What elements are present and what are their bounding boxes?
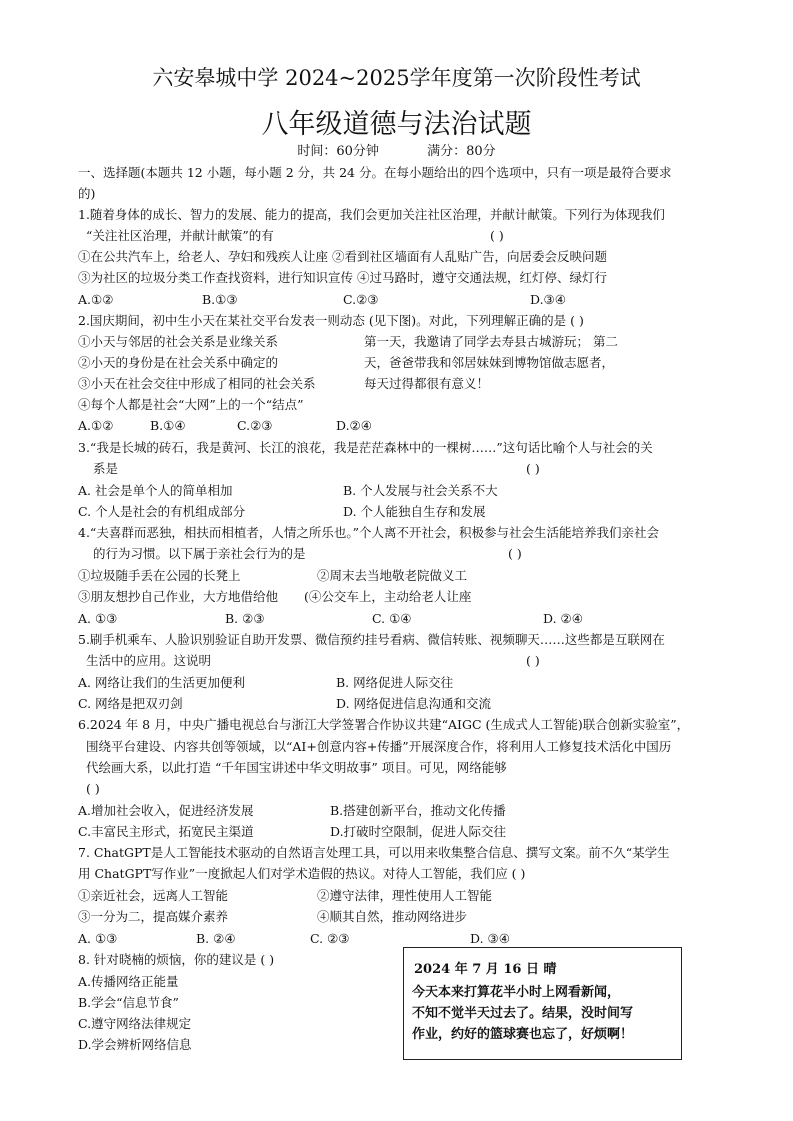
q5-option-c: C. 网络是把双刃剑 [78,696,183,711]
exam-time: 时间：60分钟 [297,144,379,159]
q4-option-d: D. ②④ [543,611,583,626]
q4-stem-line2: 的行为习惯。以下属于亲社会行为的是 [93,546,306,561]
q1-option-c: C.②③ [343,292,379,307]
q4-stem-line1: 4.“夫喜群而恶独，相扶而相植者，人情之所乐也。”个人离不开社会，积极参与社会生活能培养我们亲社会 [78,525,659,540]
exam-subject-title: 八年级道德与法治试题 [261,109,532,140]
q1-option-b: B.①③ [202,292,238,307]
section-heading-line1: 一、选择题(本题共 12 小题，每小题 2 分，共 24 分。在每小题给出的四个选项中，只有一项是最符合要求 [78,165,672,180]
q2-statement-2: ②小天的身份是在社会关系中确定的 [78,355,279,370]
diary-line3: 作业，约好的篮球赛也忘了，好烦啊！ [412,1027,634,1042]
exam-school-title: 六安皋城中学 2024~2025学年度第一次阶段性考试 [152,66,641,90]
q6-option-a: A.增加社会收入，促进经济发展 [78,803,254,818]
q3-option-d: D. 个人能独自生存和发展 [343,504,486,519]
exam-meta [0,140,793,159]
q5-option-b: B. 网络促进人际交往 [336,675,454,690]
q3-stem-line1: 3.“我是长城的砖石，我是黄河、长江的浪花，我是茫茫森林中的一棵树……”这句话比喻个人与社会的关 [78,440,653,455]
q1-option-a: A.①② [78,292,114,307]
q3-option-c: C. 个人是社会的有机组成部分 [78,504,246,519]
q1-statement-line2: ③为社区的垃圾分类工作查找资料，进行知识宣传 ④过马路时，遵守交通法规，红灯停、绿灯行 [78,270,607,285]
q2-option-b: B.①④ [150,418,186,433]
q5-option-a: A. 网络让我们的生活更加便利 [78,675,245,690]
q3-answer-blank: ( ) [526,461,540,476]
q7-statement-1: ①亲近社会，远离人工智能 [78,888,229,903]
q1-answer-blank: ( ) [490,228,504,243]
q7-statement-2: ②遵守法律，理性使用人工智能 [317,888,493,903]
q8-option-d: D.学会辨析网络信息 [78,1037,192,1052]
exam-score: 满分：80分 [427,144,496,159]
q5-answer-blank: ( ) [526,653,540,668]
q4-statement-3: ③朋友想抄自己作业，大方地借给他 [78,589,279,604]
q6-stem-line1: 6.2024 年 8 月，中央广播电视总台与浙江大学签署合作协议共建“AIGC (生成式人工智能)联合创新实验室”， [78,717,690,732]
q2-option-d: D.②④ [336,418,372,433]
q2-post-line2: 天，爸爸带我和邻居妹妹到博物馆做志愿者， [364,355,615,370]
q4-answer-blank: ( ) [508,546,522,561]
q5-option-d: D. 网络促进信息沟通和交流 [336,696,492,711]
q3-stem-line2: 系是 [93,461,119,476]
q6-stem-line3: 代绘画大系，以此打造 “千年国宝讲述中华文明故事” 项目。可见，网络能够 [86,760,507,775]
q2-stem: 2.国庆期间，初中生小天在某社交平台发表一则动态 (见下图)。对此，下列理解正确的是 ( ) [78,313,584,328]
q7-stem-line1: 7. ChatGPT是人工智能技术驱动的自然语言处理工具，可以用来收集整合信息、撰写文案。前不久“某学生 [78,845,670,860]
section-heading-line2: 的) [78,186,96,201]
q8-option-c: C.遵守网络法律规定 [78,1016,192,1031]
diary-box [403,947,682,1060]
q2-option-c: C.②③ [237,418,273,433]
q7-statement-3: ③一分为二，提高媒介素养 [78,909,229,924]
q4-statement-1: ①垃圾随手丢在公园的长凳上 [78,568,241,583]
q2-option-a: A.①② [78,418,114,433]
q8-stem: 8. 针对晓楠的烦恼，你的建议是 ( ) [78,952,275,967]
q7-statement-4: ④顺其自然，推动网络进步 [317,909,468,924]
q3-option-b: B. 个人发展与社会关系不大 [343,483,498,498]
q4-option-c: C. ①④ [372,611,412,626]
q2-statement-1: ①小天与邻居的社会关系是业缘关系 [78,334,279,349]
q3-option-a: A. 社会是单个人的简单相加 [78,483,233,498]
q2-post-line3: 每天过得都很有意义！ [364,376,490,391]
q6-option-d: D.打破时空限制，促进人际交往 [330,824,507,839]
q7-stem-line2: 用 ChatGPT写作业”一度掀起人们对学术造假的热议。对待人工智能，我们应 ( ) [78,866,526,881]
q8-option-b: B.学会“信息节食” [78,995,179,1010]
q6-option-c: C.丰富民主形式，拓宽民主渠道 [78,824,254,839]
q2-statement-3: ③小天在社会交往中形成了相同的社会关系 [78,376,316,391]
diary-line1: 今天本来打算花半小时上网看新闻， [412,985,621,1000]
q1-stem-line2: “关注社区治理，并献计献策”的有 [86,228,274,243]
q7-option-d: D. ③④ [470,931,510,946]
q5-stem-line2: 生活中的应用。这说明 [86,653,212,668]
q1-option-d: D.③④ [530,292,566,307]
q7-option-a: A. ①③ [78,931,118,946]
diary-date: 2024 年 7 月 16 日 晴 [414,962,557,977]
q6-stem-line2: 围绕平台建设、内容共创等领域，以“AI+创意内容+传播”开展深度合作，将利用人工修复技术活化中国历 [86,739,672,754]
q2-post-line1: 第一天，我邀请了同学去寿县古城游玩； 第二 [364,334,618,349]
q4-option-a: A. ①③ [78,611,118,626]
q4-option-b: B. ②③ [225,611,265,626]
q6-option-b: B.搭建创新平台，推动文化传播 [330,803,506,818]
q2-statement-4: ④每个人都是社会“大网”上的一个“结点” [78,397,304,412]
q4-statement-2: ②周末去当地敬老院做义工 [317,568,468,583]
diary-line2: 不知不觉半天过去了。结果，没时间写 [412,1006,634,1021]
q7-option-c: C. ②③ [310,931,350,946]
q6-answer-blank: ( ) [86,781,100,796]
q8-option-a: A.传播网络正能量 [78,974,179,989]
q7-option-b: B. ②④ [196,931,236,946]
q5-stem-line1: 5.刷手机乘车、人脸识别验证自助开发票、微信预约挂号看病、微信转账、视频聊天……这些都是互联网在 [78,632,665,647]
q1-stem-line1: 1.随着身体的成长、智力的发展、能力的提高，我们会更加关注社区治理，并献计献策。下列行为体现我们 [78,207,665,222]
q1-statement-line1: ①在公共汽车上，给老人、孕妇和残疾人让座 ②看到社区墙面有人乱贴广告，向居委会反映问题 [78,249,607,264]
q4-statement-4: (④公交车上，主动给老人让座 [304,589,472,604]
